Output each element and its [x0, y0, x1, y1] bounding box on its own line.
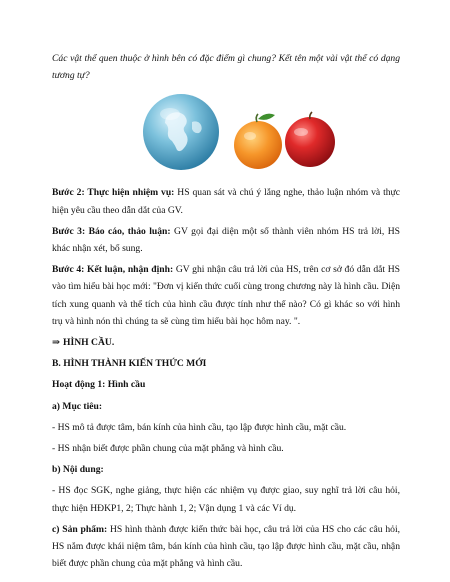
product-text: HS hình thành được kiến thức bài học, câu trả lời của HS cho các câu hỏi, HS nắm được khái niệm tâm, bán kính của hình cầu, tạo lập được hình cầu, mặt cầu, nhận biết được phần chung của mặt phẳng và hình cầu. [52, 523, 401, 570]
step3-paragraph [52, 223, 400, 257]
product-label: c) Sản phẩm: [52, 523, 108, 535]
step2-paragraph [52, 184, 400, 218]
step2-text: HS quan sát và chú ý lắng nghe, thảo luận nhóm và thực hiện yêu cầu theo dẫn dắt của GV. [52, 187, 400, 216]
content-heading: b) Nội dung: [52, 464, 104, 476]
familiar-objects-figure [52, 92, 400, 174]
conclusion-text: HÌNH CẦU. [63, 337, 115, 349]
implies-arrow-icon: ⇒ [52, 337, 61, 349]
intro-question: Các vật thể quen thuộc ở hình bên có đặc điểm gì chung? Kết tên một vài vật thể có dạng tương tự? [52, 53, 400, 82]
objective-item-2: - HS nhận biết được phần chung của mặt phẳng và hình cầu. [52, 443, 284, 455]
product-paragraph [52, 521, 400, 573]
activity1-heading: Hoạt động 1: Hình cầu [52, 379, 146, 391]
step4-text: GV ghi nhận câu trả lời của HS, trên cơ sở đó dẫn dắt HS vào tìm hiểu bài học mới: "Đơn vị kiến thức cuối cùng trong chương này là hình cầu. Diện tích xung quanh và thể tích của hình cầu được tính như thế nào? Có gì khác so với hình trụ và hình nón thì chúng ta sẽ cùng tìm hiểu bài học hôm nay. ". [52, 264, 400, 327]
globe-icon [143, 94, 219, 170]
objectives-heading: a) Mục tiêu: [52, 400, 103, 412]
step4-label: Bước 4: Kết luận, nhận định: [52, 264, 174, 276]
objective-item-1: - HS mô tả được tâm, bán kính của hình cầu, tạo lập được hình cầu, mặt cầu. [52, 421, 347, 433]
step2-label: Bước 2: Thực hiện nhiệm vụ: [52, 187, 175, 199]
figure-illustration [140, 92, 336, 174]
section-b-heading: B. HÌNH THÀNH KIẾN THỨC MỚI [52, 358, 207, 370]
red-apple-icon [285, 112, 335, 167]
orange-fruit-icon [234, 114, 282, 169]
conclusion-line [52, 334, 400, 351]
content-text: - HS đọc SGK, nghe giảng, thực hiện các nhiệm vụ được giao, suy nghĩ trả lời câu hỏi, thực hiện HĐKP1, 2; Thực hành 1, 2; Vận dụng 1 và các Ví dụ. [52, 485, 400, 514]
step4-paragraph [52, 261, 400, 330]
step3-text: GV gọi đại diện một số thành viên nhóm HS trả lời, HS khác nhận xét, bổ sung. [52, 225, 401, 255]
step3-label: Bước 3: Báo cáo, thảo luận: [52, 225, 171, 237]
document-page [52, 50, 400, 572]
